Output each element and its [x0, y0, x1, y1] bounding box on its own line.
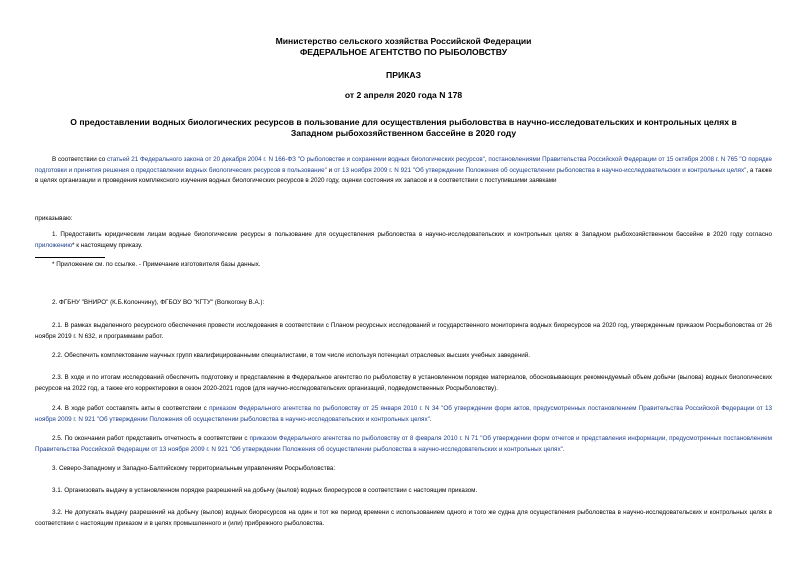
- law-166-link[interactable]: статьей 21 Федерального закона от 20 декабря 2004 г. N 166-ФЗ "О рыболовстве и сохранении водных биологических ресурсов": [106, 156, 485, 163]
- document-title: О предоставлении водных биологических ресурсов в пользование для осуществления рыболовства в научно-исследовательских и контрольных целях в Западном рыбохозяйственном бассейне в 2020 году: [70, 117, 737, 138]
- ministry-name: Министерство сельского хозяйства Российской Федерации: [275, 36, 532, 46]
- document-type: ПРИКАЗ: [386, 70, 421, 80]
- paragraph-2-4-tail: .: [429, 415, 432, 423]
- footnote-divider: [35, 257, 105, 258]
- paragraph-2-4-text: 2.4. В ходе работ составлять акты в соответствии с: [52, 405, 210, 412]
- preamble-text-2: ,: [484, 156, 489, 163]
- paragraph-2-5: [35, 434, 772, 455]
- appendix-link[interactable]: приложению: [35, 241, 73, 249]
- paragraph-2: 2. ФГБНУ "ВНИРО" (К.Б.Колончину), ФГБОУ ВО "КГТУ" (Волкогону В.А.):: [52, 299, 265, 306]
- paragraph-1-text: 1. Предоставить юридическим лицам водные биологические ресурсы в пользование для осуществления рыболовства в научно-исследовательских и контрольных целях в Западном рыбохозяйственном бассейне в 2020 году согласно: [52, 231, 772, 238]
- decree-765-link[interactable]: постановлениями Правительства Российской Федерации от 15 октября 2008 г. N 765 "О порядке подготовки и принятия решения о предоставлении водных биологических ресурсов в пользование": [35, 156, 772, 174]
- footnote: * Приложение см. по ссылке. - Примечание изготовителя базы данных.: [52, 261, 261, 268]
- preamble-text-1: В соответствии со: [52, 156, 107, 163]
- order-71-link[interactable]: приказом Федерального агентства по рыболовству от 8 февраля 2010 г. N 71 "Об утверждении форм отчетов и представления информации, предусмотренных постановлением Правительства Российской Федерации от 13 ноября 2009 г. N 921 "Об утверждении Положения об осуществлении рыболовства в научно-исследовательских и контрольных целях": [35, 435, 772, 453]
- preamble-text-4: , а также в целях организации и проведения комплексного изучения водных биологических ресурсов в 2020 году, оценки состояния их запасов и в соответствии с поступившими заявками: [35, 166, 772, 185]
- paragraph-3-1: 3.1. Организовать выдачу в установленном порядке разрешений на добычу (вылов) водных биоресурсов в соответствии с настоящим приказом.: [52, 487, 478, 494]
- preamble-paragraph: [35, 155, 772, 187]
- order-34-link[interactable]: приказом Федерального агентства по рыболовству от 25 января 2010 г. N 34 "Об утверждении форм актов, предусмотренных постановлением Правительства Российской Федерации от 13 ноября 2009 г. N 921 "Об утверждении Положения об осуществлении рыболовства в научно-исследовательских и контрольных целях": [35, 405, 772, 423]
- paragraph-1: [35, 230, 772, 251]
- paragraph-2-5-tail: .: [562, 445, 565, 453]
- paragraph-2-5-text: 2.5. По окончании работ представить отчетность в соответствии с: [52, 435, 250, 442]
- paragraph-3: 3. Северо-Западному и Западно-Балтийскому территориальным управлениям Росрыболовства:: [52, 465, 336, 472]
- paragraph-3-2: 3.2. Не допускать выдачу разрешений на добычу (вылов) водных биоресурсов на один и тот же период времени с использованием одного и того же судна для осуществления рыболовства в научно-исследовательских и контрольных целях в соответствии с настоящим приказом и в целях промышленного и (или) прибрежного рыболовства.: [35, 509, 772, 527]
- decree-921-link[interactable]: от 13 ноября 2009 г. N 921 "Об утверждении Положения об осуществлении рыболовства в научно-исследовательских и контрольных целях": [333, 166, 747, 174]
- paragraph-2-2: 2.2. Обеспечить комплектование научных групп квалифицированными специалистами, в том числе используя потенциал отраслевых высших учебных заведений.: [52, 352, 531, 359]
- paragraph-2-1: 2.1. В рамках выделенного ресурсного обеспечения провести исследования в соответствии с Планом ресурсных исследований и государственного мониторинга водных биоресурсов на 2020 год, утвержденным приказом Росрыболовства от 26 ноября 2019 г. N 632, и программами работ.: [35, 322, 772, 340]
- order-word: приказываю:: [35, 215, 73, 222]
- paragraph-2-3: 2.3. В ходе и по итогам исследований обеспечить подготовку и представление в Федеральное агентство по рыболовству в установленном порядке материалов, обосновывающих рекомендуемый объем добычи (вылова) водных биологических ресурсов на 2022 год, а также его корректировки в сезон 2020-2021 годов (для научно-исследовательских организаций, подведомственных Росрыболовству).: [35, 374, 772, 392]
- paragraph-2-4: [35, 404, 772, 425]
- agency-name: ФЕДЕРАЛЬНОЕ АГЕНТСТВО ПО РЫБОЛОВСТВУ: [299, 47, 508, 57]
- document-date-number: от 2 апреля 2020 года N 178: [344, 90, 463, 100]
- preamble-text-3: и: [326, 166, 334, 174]
- paragraph-1-tail: * к настоящему приказу.: [72, 241, 143, 249]
